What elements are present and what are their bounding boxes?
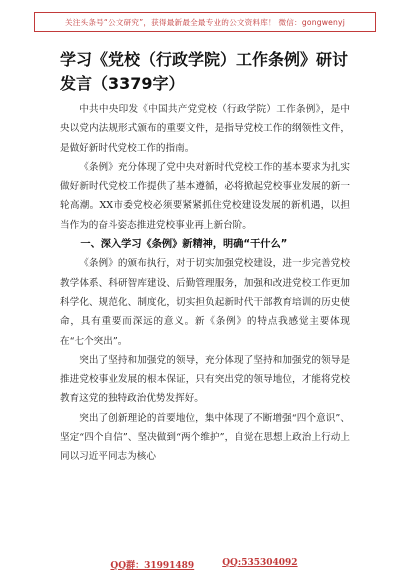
paragraph-section1-3: 突出了创新理论的首要地位，集中体现了不断增强“四个意识”、坚定“四个自信”、坚决做到“两个维护”，自觉在思想上政治上行动上同以习近平同志为核心 <box>60 412 350 463</box>
paragraph-section1-2: 突出了坚持和加强党的领导，充分体现了坚持和加强党的领导是推进党校事业发展的根本保证，只有突出党的领导地位，才能将党校教育这党的独特政治优势发挥好。 <box>60 354 350 405</box>
banner-text: 关注头条号“公文研究”，获得最新最全最专业的公文资料库！ 微信：gongwenyj <box>64 17 346 27</box>
footer <box>0 558 408 571</box>
paragraph-intro-2: 《条例》充分体现了党中央对新时代党校工作的基本要求为扎实做好新时代党校工作提供了基本遵循，必将掀起党校事业发展的新一轮高潮。XX市委党校必须要紧紧抓住党校建设发展的新机遇，以担当作为的奋斗姿态推进党校事业再上新台阶。 <box>60 161 350 231</box>
paragraph-section1-1: 《条例》的颁布执行，对于切实加强党校建设，进一步完善党校教学体系、科研智库建设、后勤管理服务，加强和改进党校工作更加科学化、规范化、制度化，切实担负起新时代干部教育培训的历史使命，具有重要而深远的意义。新《条例》的特点我感觉主要体现在“七个突出”。 <box>60 258 350 347</box>
footer-qq-group[interactable]: QQ群：31991489 <box>110 561 195 571</box>
page-title: 学习《党校（行政学院）工作条例》研讨发言（3379字） <box>60 50 349 93</box>
footer-qq-contact[interactable]: QQ:535304092 <box>222 558 298 568</box>
section-heading-1: 一、深入学习《条例》新精神，明确“干什么” <box>80 239 288 251</box>
paragraph-intro-1: 中共中央印发《中国共产党党校（行政学院）工作条例》，是中央以党内法规形式颁布的重要文件，是指导党校工作的纲领性文件，是做好新时代党校工作的指南。 <box>60 104 350 154</box>
top-banner <box>34 12 376 32</box>
document-body <box>60 100 350 467</box>
